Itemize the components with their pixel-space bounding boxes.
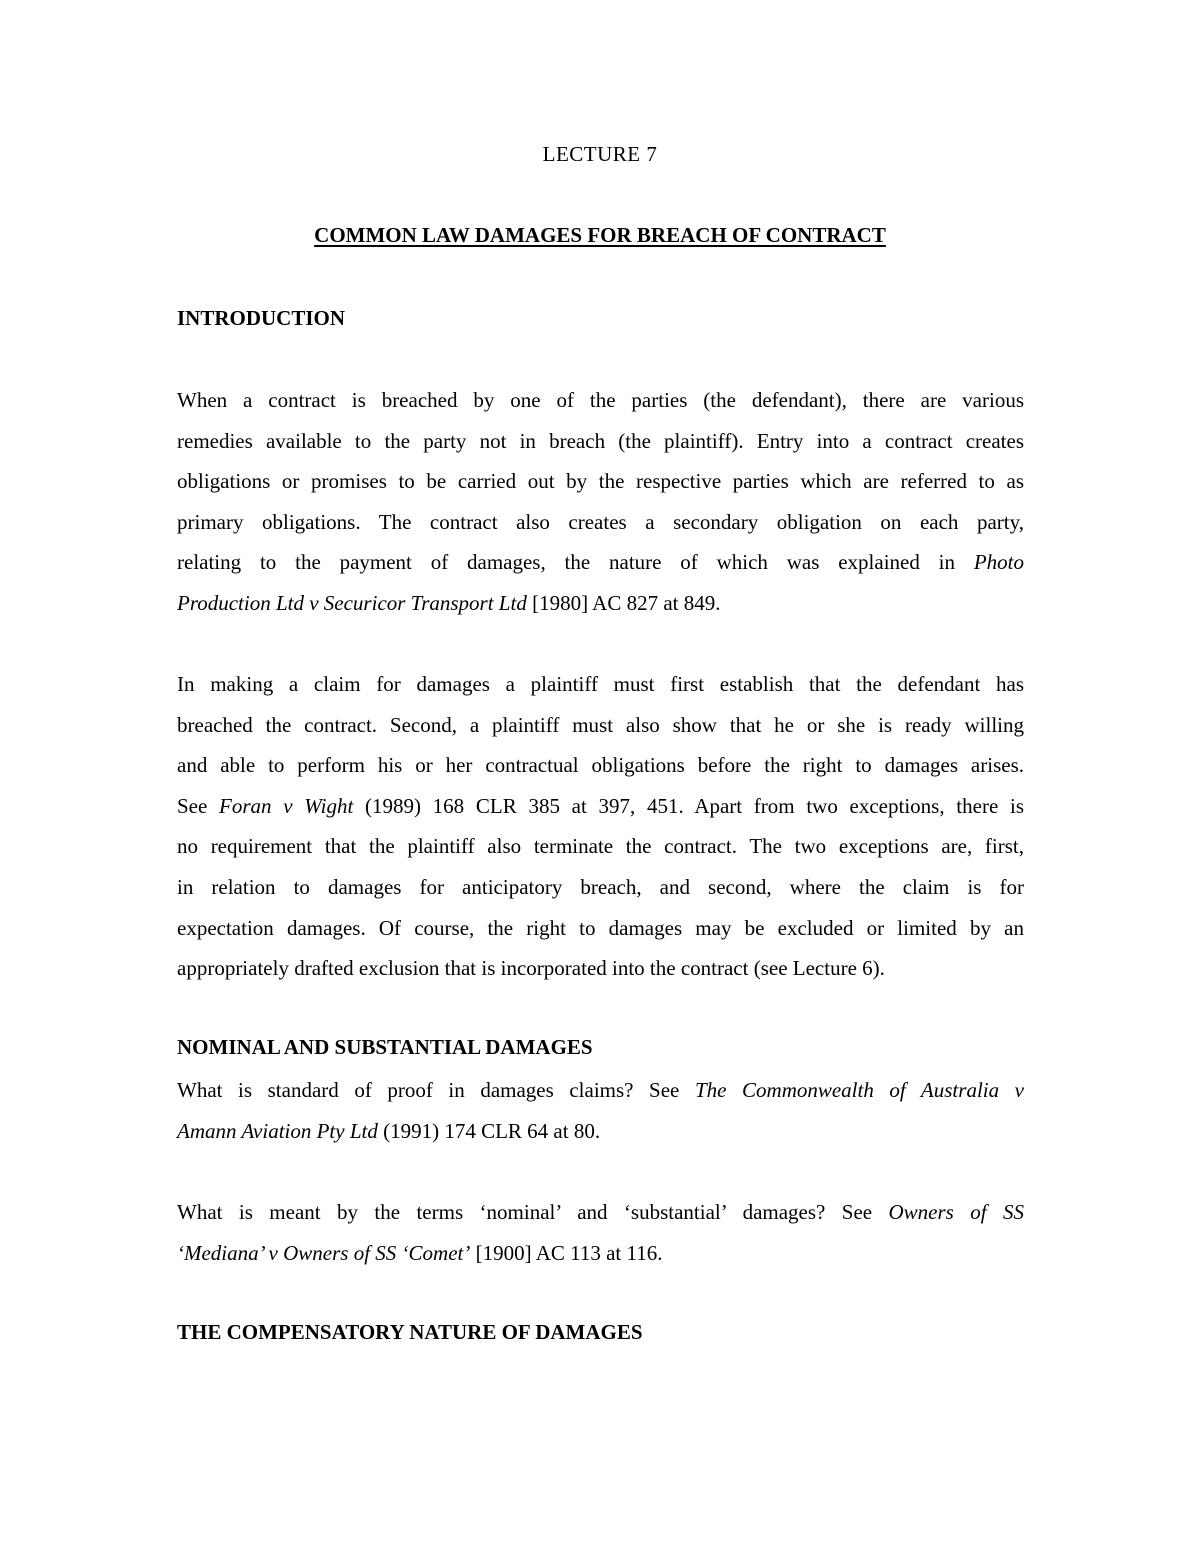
case-citation: ‘Mediana’ v Owners of SS ‘Comet’ bbox=[177, 1240, 471, 1265]
section-heading-nominal: NOMINAL AND SUBSTANTIAL DAMAGES bbox=[177, 1035, 593, 1059]
section-heading-compensatory: THE COMPENSATORY NATURE OF DAMAGES bbox=[177, 1320, 643, 1344]
text-run: [1980] AC 827 at 849. bbox=[526, 590, 721, 615]
text-line: obligations or promises to be carried out by the respective parties which are referred to as bbox=[177, 469, 1024, 494]
text-line bbox=[177, 1070, 1024, 1111]
text-line bbox=[177, 1192, 1024, 1233]
case-citation: Production Ltd v Securicor Transport Ltd bbox=[177, 590, 527, 615]
text-line bbox=[177, 786, 1024, 827]
text-line: In making a claim for damages a plaintiff must first establish that the defendant has bbox=[177, 672, 1024, 696]
text-line: no requirement that the plaintiff also terminate the contract. The two exceptions are, first, bbox=[177, 834, 1024, 859]
text-line bbox=[177, 1233, 1024, 1274]
case-citation: Amann Aviation Pty Ltd bbox=[177, 1118, 378, 1143]
text-line: remedies available to the party not in breach (the plaintiff). Entry into a contract creates bbox=[177, 428, 1024, 453]
text-line bbox=[177, 542, 1024, 583]
text-line: and able to perform his or her contractual obligations before the right to damages arises. bbox=[177, 753, 1024, 778]
nominal-paragraph-1 bbox=[177, 1070, 1024, 1151]
text-line bbox=[177, 583, 1024, 624]
text-line: When a contract is breached by one of the parties (the defendant), there are various bbox=[177, 388, 1024, 412]
introduction-paragraph-1 bbox=[177, 380, 1024, 624]
nominal-paragraph-2 bbox=[177, 1192, 1024, 1273]
section-heading-introduction: INTRODUCTION bbox=[177, 306, 346, 330]
case-citation: Photo bbox=[973, 550, 1024, 575]
text-line: in relation to damages for anticipatory breach, and second, where the claim is for bbox=[177, 874, 1024, 899]
introduction-paragraph-2 bbox=[177, 664, 1024, 989]
document-title: COMMON LAW DAMAGES FOR BREACH OF CONTRACT bbox=[314, 223, 886, 247]
text-run: What is meant by the terms ‘nominal’ and ‘substantial’ damages? See bbox=[177, 1200, 889, 1224]
text-line: breached the contract. Second, a plaintiff must also show that he or she is ready willing bbox=[177, 712, 1024, 737]
case-citation: Foran v Wight bbox=[219, 793, 354, 818]
text-run: (1989) 168 CLR 385 at 397, 451. Apart from two exceptions, there is bbox=[353, 793, 1024, 818]
text-run: See bbox=[177, 793, 220, 818]
text-line: expectation damages. Of course, the right to damages may be excluded or limited by an bbox=[177, 915, 1024, 940]
text-line: appropriately drafted exclusion that is incorporated into the contract (see Lecture 6). bbox=[177, 956, 885, 981]
text-line bbox=[177, 1111, 1024, 1152]
text-run: [1900] AC 113 at 116. bbox=[470, 1240, 663, 1265]
text-run: relating to the payment of damages, the nature of which was explained in bbox=[177, 550, 974, 575]
text-line: primary obligations. The contract also creates a secondary obligation on each party, bbox=[177, 509, 1024, 534]
case-citation: The Commonwealth of Australia v bbox=[694, 1078, 1024, 1102]
text-run: (1991) 174 CLR 64 at 80. bbox=[377, 1118, 601, 1143]
lecture-label: LECTURE 7 bbox=[542, 142, 658, 166]
text-run: What is standard of proof in damages claims? See bbox=[177, 1078, 695, 1102]
case-citation: Owners of SS bbox=[888, 1200, 1024, 1224]
